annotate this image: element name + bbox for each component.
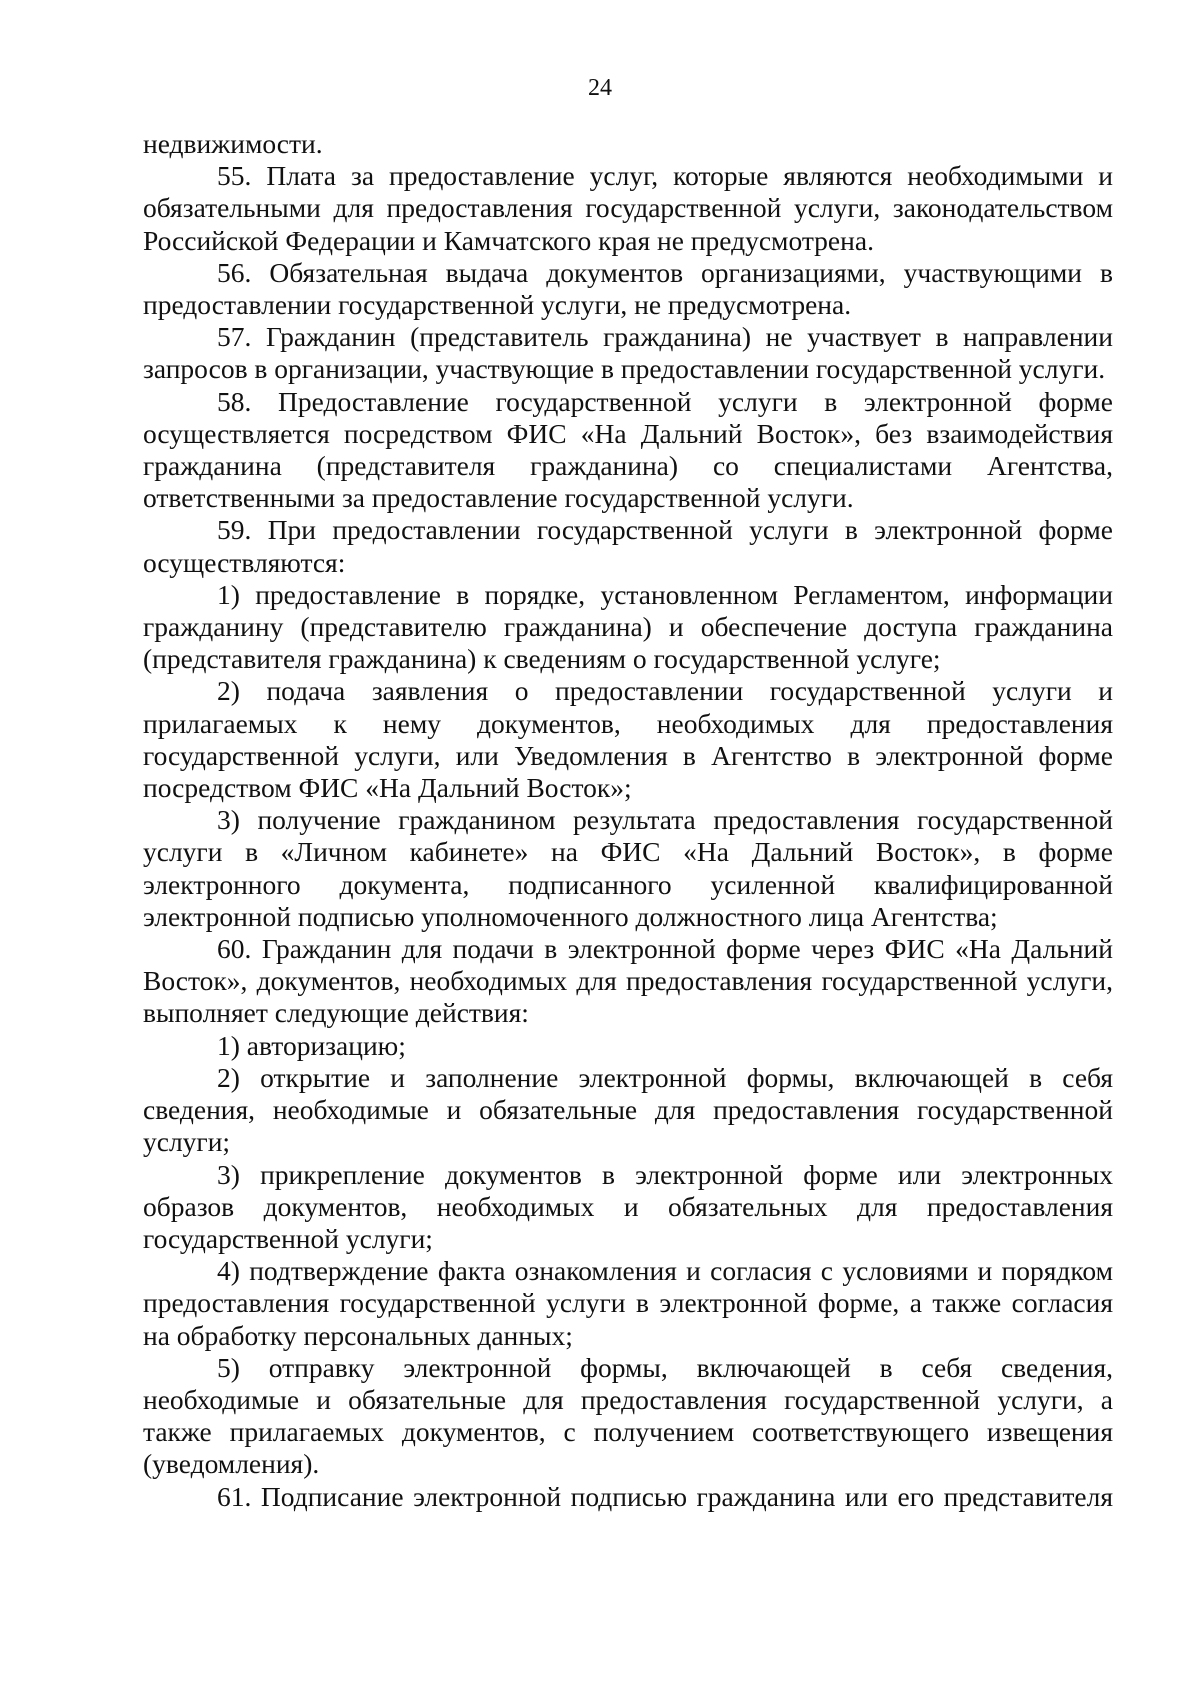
list-item-59-3: 3) получение гражданином результата предоставления государственной услуги в «Личном кабинете» на ФИС «На Дальний Восток», в форме электронного документа, подписанного усиленной квалифицированной электронной подписью уполномоченного должностного лица Агентства; (143, 804, 1113, 932)
list-item-60-2: 2) открытие и заполнение электронной формы, включающей в себя сведения, необходимые и обязательные для предоставления государственной услуги; (143, 1061, 1113, 1158)
paragraph-continuation: недвижимости. (143, 128, 323, 159)
list-item-60-4: 4) подтверждение факта ознакомления и согласия с условиями и порядком предоставления государственной услуги в электронной форме, а также согласия на обработку персональных данных; (143, 1255, 1113, 1351)
list-item-59-2: 2) подача заявления о предоставлении государственной услуги и прилагаемых к нему документов, необходимых для предоставления государственной услуги, или Уведомления в Агентство в электронной форме посредством ФИС «На Дальний Восток»; (143, 675, 1113, 804)
document-body (143, 128, 1113, 1513)
list-item-60-3: 3) прикрепление документов в электронной форме или электронных образов документов, необходимых и обязательных для предоставления государственной услуги; (143, 1158, 1113, 1254)
list-item-60-1: 1) авторизацию; (217, 1029, 406, 1061)
page-number: 24 (588, 75, 612, 101)
list-item-60-5: 5) отправку электронной формы, включающей в себя сведения, необходимые и обязательные для предоставления государственной услуги, а также прилагаемых документов, с получением соответствующего извещения (уведомления). (143, 1351, 1113, 1480)
paragraph-60: 60. Гражданин для подачи в электронной форме через ФИС «На Дальний Восток», документов, необходимых для предоставления государственной услуги, выполняет следующие действия: (143, 933, 1113, 1029)
paragraph-61: 61. Подписание электронной подписью гражданина или его представителя (217, 1480, 1113, 1512)
paragraph-59: 59. При предоставлении государственной услуги в электронной форме осуществляются: (143, 514, 1113, 578)
paragraph-55: 55. Плата за предоставление услуг, которые являются необходимыми и обязательными для предоставления государственной услуги, законодательством Российской Федерации и Камчатского края не предусмотрена. (143, 160, 1113, 256)
paragraph-58: 58. Предоставление государственной услуги в электронной форме осуществляется посредством ФИС «На Дальний Восток», без взаимодействия гражданина (представителя гражданина) со специалистами Агентства, ответственными за предоставление государственной услуги. (143, 385, 1113, 514)
paragraph-56: 56. Обязательная выдача документов организациями, участвующими в предоставлении государственной услуги, не предусмотрена. (143, 256, 1113, 321)
list-item-59-1: 1) предоставление в порядке, установленном Регламентом, информации гражданину (представителю гражданина) и обеспечение доступа гражданина (представителя гражданина) к сведениям о государственной услуге; (143, 578, 1113, 675)
paragraph-57: 57. Гражданин (представитель гражданина) не участвует в направлении запросов в организации, участвующие в предоставлении государственной услуги. (143, 321, 1113, 385)
